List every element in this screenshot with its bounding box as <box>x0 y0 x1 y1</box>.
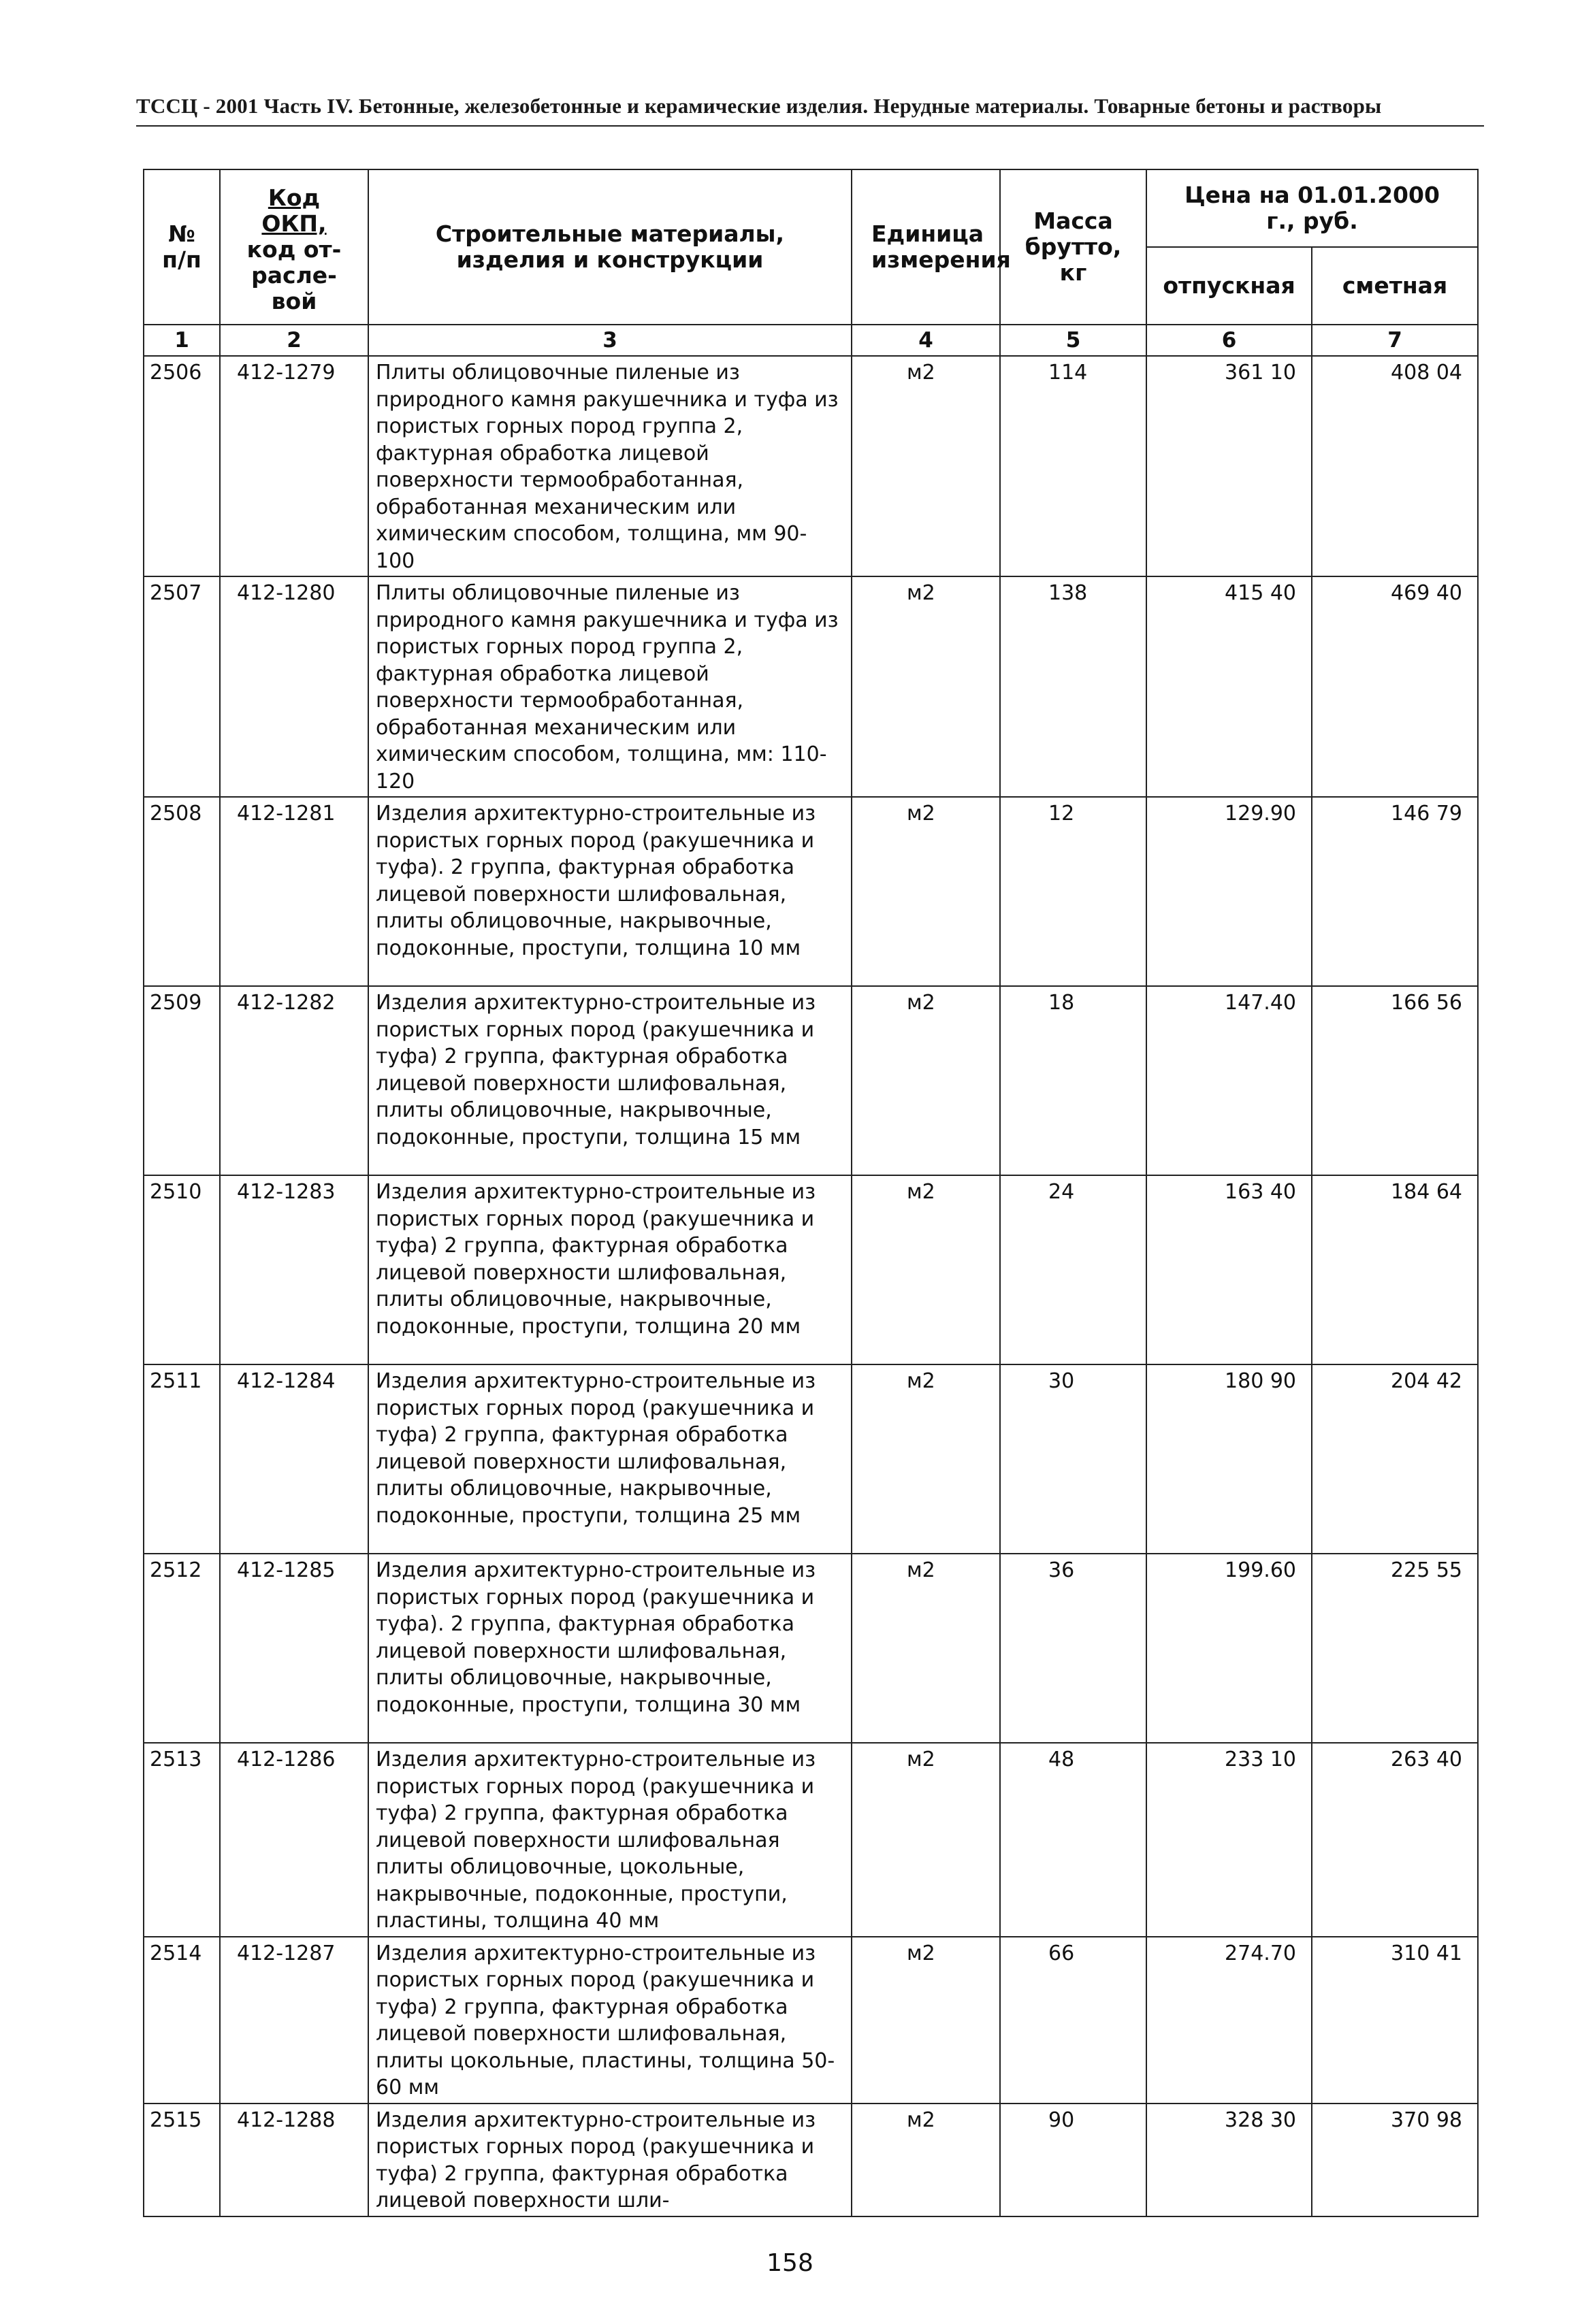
column-number: 6 <box>1146 325 1312 356</box>
row-number: 2515 <box>144 2104 220 2216</box>
row-description: Изделия архитектурно-строительные из пористых горных пород (ракушечника и туфа) 2 группа, фактурная обработка лицевой поверхности шлифовальная, плиты цокольные, пластины, толщина 50-60 мм <box>368 1937 852 2104</box>
row-code: 412-1284 <box>220 1364 368 1554</box>
row-mass: 90 <box>1000 2104 1146 2216</box>
row-price-estimate: 225 55 <box>1312 1554 1478 1743</box>
row-price-release: 147.40 <box>1146 986 1312 1175</box>
table-row <box>144 576 1478 797</box>
row-price-release: 328 30 <box>1146 2104 1312 2216</box>
table-row <box>144 1554 1478 1743</box>
row-mass: 24 <box>1000 1175 1146 1364</box>
row-price-release: 274.70 <box>1146 1937 1312 2104</box>
row-unit: м2 <box>852 1743 1000 1937</box>
row-price-estimate: 469 40 <box>1312 576 1478 797</box>
table-row <box>144 1937 1478 2104</box>
row-mass: 18 <box>1000 986 1146 1175</box>
row-number: 2506 <box>144 356 220 576</box>
row-number: 2513 <box>144 1743 220 1937</box>
row-price-release: 199.60 <box>1146 1554 1312 1743</box>
row-number: 2510 <box>144 1175 220 1364</box>
row-description: Плиты облицовочные пиленые из природного камня ракушечника и туфа из пористых горных пород группа 2, фактурная обработка лицевой поверхности термообработанная, обработанная механическим или химическим способом, толщина, мм: 110-120 <box>368 576 852 797</box>
row-mass: 138 <box>1000 576 1146 797</box>
row-number: 2514 <box>144 1937 220 2104</box>
header-num-line-2: п/п <box>162 246 201 273</box>
row-number: 2512 <box>144 1554 220 1743</box>
header-rule <box>136 125 1484 127</box>
row-price-release: 129.90 <box>1146 797 1312 986</box>
row-description: Изделия архитектурно-строительные из пористых горных пород (ракушечника и туфа) 2 группа, фактурная обработка лицевой поверхности шли- <box>368 2104 852 2216</box>
row-price-estimate: 146 79 <box>1312 797 1478 986</box>
header-mass: Масса брутто, кг <box>1000 169 1146 325</box>
row-price-estimate: 166 56 <box>1312 986 1478 1175</box>
row-mass: 48 <box>1000 1743 1146 1937</box>
row-code: 412-1280 <box>220 576 368 797</box>
row-price-estimate: 408 04 <box>1312 356 1478 576</box>
row-code: 412-1283 <box>220 1175 368 1364</box>
table-body <box>144 356 1478 2216</box>
row-price-release: 415 40 <box>1146 576 1312 797</box>
table-row <box>144 797 1478 986</box>
row-code: 412-1285 <box>220 1554 368 1743</box>
row-mass: 36 <box>1000 1554 1146 1743</box>
column-number: 4 <box>852 325 1000 356</box>
row-description: Изделия архитектурно-строительные из пористых горных пород (ракушечника и туфа) 2 группа, фактурная обработка лицевой поверхности шлифовальная, плиты облицовочные, накрывочные, подоконные, проступи, толщина 20 мм <box>368 1175 852 1364</box>
row-number: 2507 <box>144 576 220 797</box>
row-number: 2511 <box>144 1364 220 1554</box>
page-number: 158 <box>767 2249 813 2277</box>
header-code-line-3: код от- <box>246 236 342 263</box>
column-number: 7 <box>1312 325 1478 356</box>
header-code-line-1: Код <box>268 184 321 211</box>
header-code-line-2: ОКП, <box>261 210 327 237</box>
table-row <box>144 986 1478 1175</box>
column-number: 3 <box>368 325 852 356</box>
row-mass: 12 <box>1000 797 1146 986</box>
table-row <box>144 356 1478 576</box>
row-price-estimate: 204 42 <box>1312 1364 1478 1554</box>
row-code: 412-1279 <box>220 356 368 576</box>
row-unit: м2 <box>852 1175 1000 1364</box>
row-unit: м2 <box>852 1364 1000 1554</box>
table-row <box>144 1175 1478 1364</box>
column-number: 2 <box>220 325 368 356</box>
row-description: Изделия архитектурно-строительные из пористых горных пород (ракушечника и туфа) 2 группа, фактурная обработка лицевой поверхности шлифовальная, плиты облицовочные, накрывочные, подоконные, проступи, толщина 15 мм <box>368 986 852 1175</box>
header-num <box>144 169 220 325</box>
table-row <box>144 1743 1478 1937</box>
price-table <box>143 169 1479 2217</box>
row-price-estimate: 310 41 <box>1312 1937 1478 2104</box>
row-mass: 30 <box>1000 1364 1146 1554</box>
row-code: 412-1282 <box>220 986 368 1175</box>
row-unit: м2 <box>852 1937 1000 2104</box>
column-number-row <box>144 325 1478 356</box>
header-price-group: Цена на 01.01.2000 г., руб. <box>1146 169 1478 247</box>
row-code: 412-1286 <box>220 1743 368 1937</box>
header-price-release: отпускная <box>1146 247 1312 325</box>
column-number: 1 <box>144 325 220 356</box>
row-unit: м2 <box>852 797 1000 986</box>
row-code: 412-1288 <box>220 2104 368 2216</box>
row-mass: 66 <box>1000 1937 1146 2104</box>
row-unit: м2 <box>852 1554 1000 1743</box>
running-header: ТССЦ - 2001 Часть IV. Бетонные, железобетонные и керамические изделия. Нерудные материалы. Товарные бетоны и растворы <box>136 94 1382 118</box>
table-header <box>144 169 1478 356</box>
header-code-line-4: расле- <box>251 262 337 289</box>
row-unit: м2 <box>852 576 1000 797</box>
row-price-estimate: 263 40 <box>1312 1743 1478 1937</box>
row-price-release: 233 10 <box>1146 1743 1312 1937</box>
row-code: 412-1281 <box>220 797 368 986</box>
row-unit: м2 <box>852 356 1000 576</box>
table-row <box>144 2104 1478 2216</box>
row-description: Изделия архитектурно-строительные из пористых горных пород (ракушечника и туфа) 2 группа, фактурная обработка лицевой поверхности шлифовальная, плиты облицовочные, накрывочные, подоконные, проступи, толщина 25 мм <box>368 1364 852 1554</box>
header-code-line-5: вой <box>271 288 317 314</box>
header-unit: Единица измерения <box>852 169 1000 325</box>
row-description: Плиты облицовочные пиленые из природного камня ракушечника и туфа из пористых горных пород группа 2, фактурная обработка лицевой поверхности термообработанная, обработанная механическим или химическим способом, толщина, мм 90-100 <box>368 356 852 576</box>
header-description: Строительные материалы, изделия и конструкции <box>368 169 852 325</box>
row-description: Изделия архитектурно-строительные из пористых горных пород (ракушечника и туфа). 2 группа, фактурная обработка лицевой поверхности шлифовальная, плиты облицовочные, накрывочные, подоконные, проступи, толщина 10 мм <box>368 797 852 986</box>
row-price-release: 361 10 <box>1146 356 1312 576</box>
row-code: 412-1287 <box>220 1937 368 2104</box>
row-number: 2508 <box>144 797 220 986</box>
row-mass: 114 <box>1000 356 1146 576</box>
column-number: 5 <box>1000 325 1146 356</box>
row-description: Изделия архитектурно-строительные из пористых горных пород (ракушечника и туфа). 2 группа, фактурная обработка лицевой поверхности шлифовальная, плиты облицовочные, накрывочные, подоконные, проступи, толщина 30 мм <box>368 1554 852 1743</box>
row-price-release: 180 90 <box>1146 1364 1312 1554</box>
row-price-release: 163 40 <box>1146 1175 1312 1364</box>
header-price-estimate: сметная <box>1312 247 1478 325</box>
row-price-estimate: 370 98 <box>1312 2104 1478 2216</box>
row-unit: м2 <box>852 986 1000 1175</box>
row-price-estimate: 184 64 <box>1312 1175 1478 1364</box>
row-number: 2509 <box>144 986 220 1175</box>
header-num-line-1: № <box>168 220 195 247</box>
row-description: Изделия архитектурно-строительные из пористых горных пород (ракушечника и туфа) 2 группа, фактурная обработка лицевой поверхности шлифовальная плиты облицовочные, цокольные, накрывочные, подоконные, проступи, пластины, толщина 40 мм <box>368 1743 852 1937</box>
table-row <box>144 1364 1478 1554</box>
row-unit: м2 <box>852 2104 1000 2216</box>
header-code <box>220 169 368 325</box>
